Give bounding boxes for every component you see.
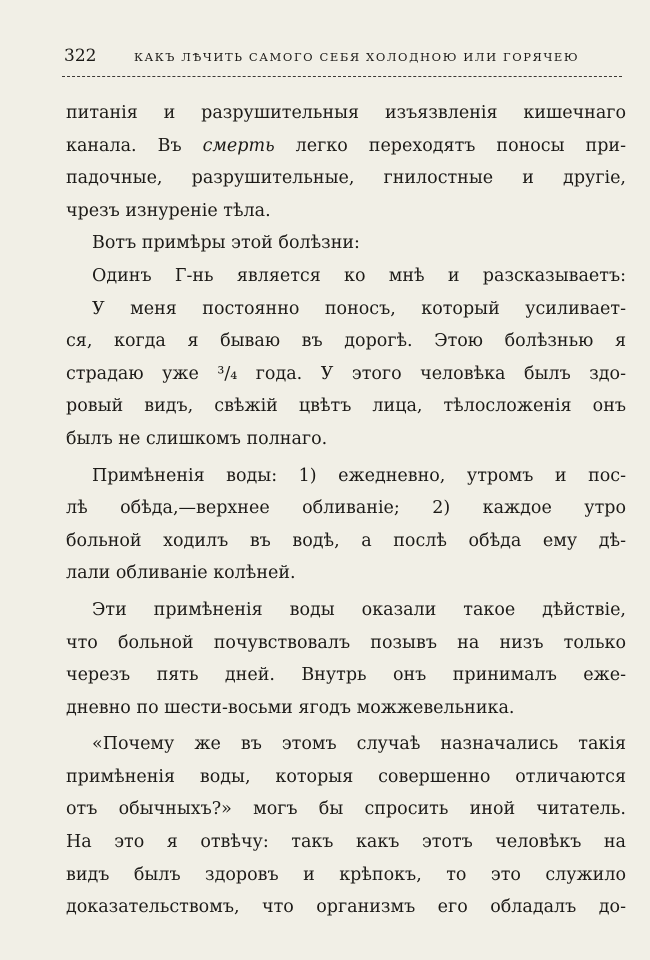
text-line: былъ не слишкомъ полнаго. <box>66 428 328 449</box>
text-line: больной ходилъ въ водѣ, а послѣ обѣда ему дѣ- <box>66 530 626 551</box>
text-line: Одинъ Г-нь является ко мнѣ и разсказываетъ: <box>92 265 626 286</box>
text-line: лѣ обѣда,—верхнее обливаніе; 2) каждое утро <box>66 498 626 519</box>
text-line: Эти примѣненія воды оказали такое дѣйствіе, <box>92 599 626 620</box>
text-line: Вотъ примѣры этой болѣзни: <box>92 233 360 254</box>
text-line: дневно по шести-восьми ягодъ можжевельника. <box>66 697 515 718</box>
paragraph-5 <box>66 460 626 590</box>
text-line: черезъ пять дней. Внутрь онъ принималъ еже- <box>66 665 626 686</box>
paragraph-7 <box>66 728 626 924</box>
paragraph-1 <box>66 97 626 227</box>
paragraph-6 <box>66 594 626 724</box>
text-line: доказательствомъ, что организмъ его обладалъ до- <box>66 897 626 918</box>
text-line: ся, когда я бываю въ дорогѣ. Этою болѣзнью я <box>66 331 626 352</box>
text-line: страдаю уже ³/₄ года. У этого человѣка былъ здо- <box>66 363 626 384</box>
text-line: отъ обычныхъ?» могъ бы спросить иной читатель. <box>66 799 626 820</box>
text-line: падочные, разрушительные, гнилостные и другіе, <box>66 168 626 189</box>
text-line: чрезъ изнуреніе тѣла. <box>66 200 271 221</box>
text-span: легко переходятъ поносы при- <box>274 135 627 156</box>
text-line: видъ былъ здоровъ и крѣпокъ, то это служило <box>66 864 626 885</box>
running-title: КАКЪ ЛѢЧИТЬ САМОГО СЕБЯ ХОЛОДНОЮ ИЛИ ГОРЯЧЕЮ <box>134 50 580 64</box>
text-line: «Почему же въ этомъ случаѣ назначались такія <box>92 734 626 755</box>
paragraph-4 <box>66 293 626 456</box>
text-span: канала. Въ <box>66 135 203 156</box>
paragraph-3 <box>66 260 626 293</box>
page-header <box>64 44 624 72</box>
text-line: лали обливаніе колѣней. <box>66 563 296 584</box>
paragraph-2 <box>66 227 626 260</box>
header-rule <box>62 76 622 77</box>
text-line: питанія и разрушительныя изъязвленія кишечнаго <box>66 103 626 123</box>
text-line: что больной почувствовалъ позывъ на низъ только <box>66 632 626 653</box>
emphasis-word: смерть <box>202 135 275 156</box>
text-line <box>66 130 626 163</box>
text-line: У меня постоянно поносъ, который усиливает- <box>92 298 626 319</box>
text-line: На это я отвѣчу: такъ какъ этотъ человѣкъ на <box>66 832 626 853</box>
body-text <box>66 97 626 924</box>
page-number: 322 <box>64 46 97 66</box>
text-line: ровый видъ, свѣжій цвѣтъ лица, тѣлосложенія онъ <box>66 396 626 417</box>
text-line: примѣненія воды, которыя совершенно отличаются <box>66 766 626 787</box>
text-line: Примѣненія воды: 1) ежедневно, утромъ и пос- <box>92 465 626 486</box>
